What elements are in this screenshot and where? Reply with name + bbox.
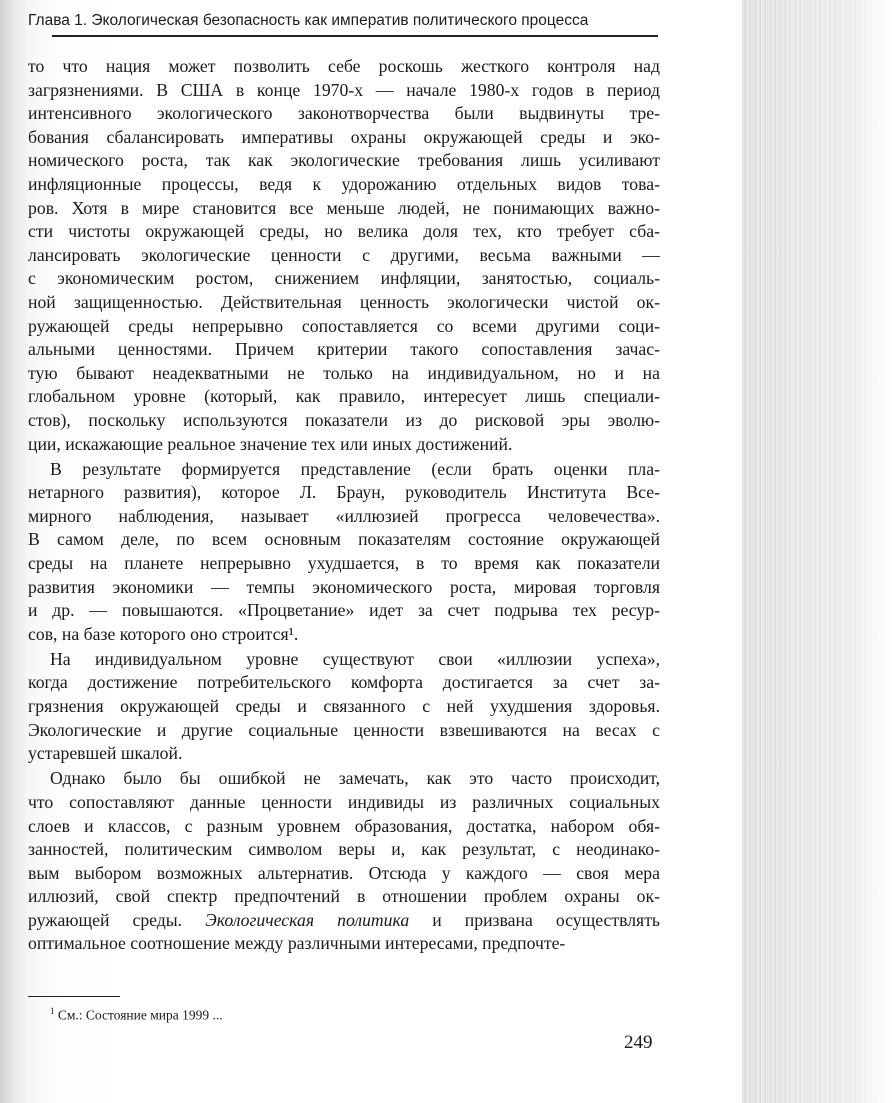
text-line: среды на планете непрерывно ухудшается, в то время как показатели	[28, 552, 660, 573]
footnote-rule	[28, 996, 120, 997]
text-line: ров. Хотя в мире становится все меньше людей, не понимающих важно-	[28, 197, 660, 218]
text-line: мирного наблюдения, называет «иллюзией прогресса человечества».	[28, 505, 660, 526]
text-line: сов, на базе которого оно строится¹.	[28, 623, 299, 644]
text-line: то что нация может позволить себе роскошь жесткого контроля над	[28, 56, 660, 76]
text-line: альными ценностями. Причем критерии такого сопоставления зачас-	[28, 339, 660, 360]
emphasis-text: Экологическая политика	[205, 909, 410, 930]
text-line: В результате формируется представление (если брать оценки пла-	[50, 458, 660, 479]
text-line: ружающей среды. Экологическая политика и призвана осуществлять	[28, 909, 660, 930]
text-line: устаревшей шкалой.	[28, 743, 183, 764]
text-line: ной защищенностью. Действительная ценность экологически чистой ок-	[28, 291, 660, 312]
text-line: инфляционные процессы, ведя к удорожанию отдельных видов това-	[28, 173, 660, 194]
page-edges	[742, 0, 892, 1103]
text-line: иллюзий, свой спектр предпочтений в отношении проблем охраны ок-	[28, 886, 660, 907]
text-line: номического роста, так как экологические требования лишь усиливают	[28, 150, 660, 171]
text-line: и др. — повышаются. «Процветание» идет за счет подрыва тех ресур-	[28, 600, 660, 621]
header-rule	[52, 35, 658, 37]
text-line: с экономическим ростом, снижением инфляции, занятостью, социаль-	[28, 268, 660, 289]
page-number: 249	[624, 1032, 653, 1053]
text-line: интенсивного экологического законотворчества были выдвинуты тре-	[28, 103, 660, 124]
text-line: глобальном уровне (который, как правило, интересует лишь специали-	[28, 386, 660, 407]
text-line: нетарного развития), которое Л. Браун, руководитель Института Все-	[28, 482, 660, 503]
text-line: стов), поскольку используются показатели из до рисковой эры эволю-	[28, 409, 660, 430]
body-text	[28, 55, 660, 956]
footnote-marker: 1	[50, 1006, 55, 1016]
text-line: бования сбалансировать императивы охраны окружающей среды и эко-	[28, 126, 660, 147]
text-line: занностей, политическим символом веры и, как результат, с неодинако-	[28, 839, 660, 860]
text-line: Однако было бы ошибкой не замечать, как это часто происходит,	[50, 768, 660, 789]
text-line: тую бывают неадекватными не только на индивидуальном, но и на	[28, 362, 660, 383]
text-line: загрязнениями. В США в конце 1970-х — начале 1980-х годов в период	[28, 79, 660, 100]
text-line: когда достижение потребительского комфорта достигается за счет за-	[28, 672, 660, 693]
text-line: лансировать экологические ценности с другими, весьма важными —	[28, 244, 660, 265]
text-line: В самом деле, по всем основным показателям состояние окружающей	[28, 529, 660, 550]
text-line: оптимальное соотношение между различными интересами, предпочте-	[28, 933, 566, 954]
text-line: вым выбором возможных альтернатив. Отсюда у каждого — своя мера	[28, 862, 660, 883]
text-line: грязнения окружающей среды и связанного с ней ухудшения здоровья.	[28, 696, 660, 717]
running-header: Глава 1. Экологическая безопасность как императив политического процесса	[28, 12, 589, 29]
text-line: На индивидуальном уровне существуют свои «иллюзии успеха»,	[50, 648, 660, 669]
footnote	[50, 1002, 223, 1025]
text-line: ции, искажающие реальное значение тех или иных достижений.	[28, 433, 513, 454]
text-line: ружающей среды непрерывно сопоставляется со всеми другими соци-	[28, 315, 660, 336]
text-line: развития экономики — темпы экономического роста, мировая торговля	[28, 576, 660, 597]
text-line: Экологические и другие социальные ценности взвешиваются на весах с	[28, 719, 660, 740]
footnote-text: См.: Состояние мира 1999 ...	[57, 1007, 223, 1023]
text-line: сти чистоты окружающей среды, но велика доля тех, кто требует сба-	[28, 221, 660, 242]
text-line: что сопоставляют данные ценности индивиды из различных социальных	[28, 791, 660, 812]
text-line: слоев и классов, с разным уровнем образования, достатка, набором обя-	[28, 815, 660, 836]
